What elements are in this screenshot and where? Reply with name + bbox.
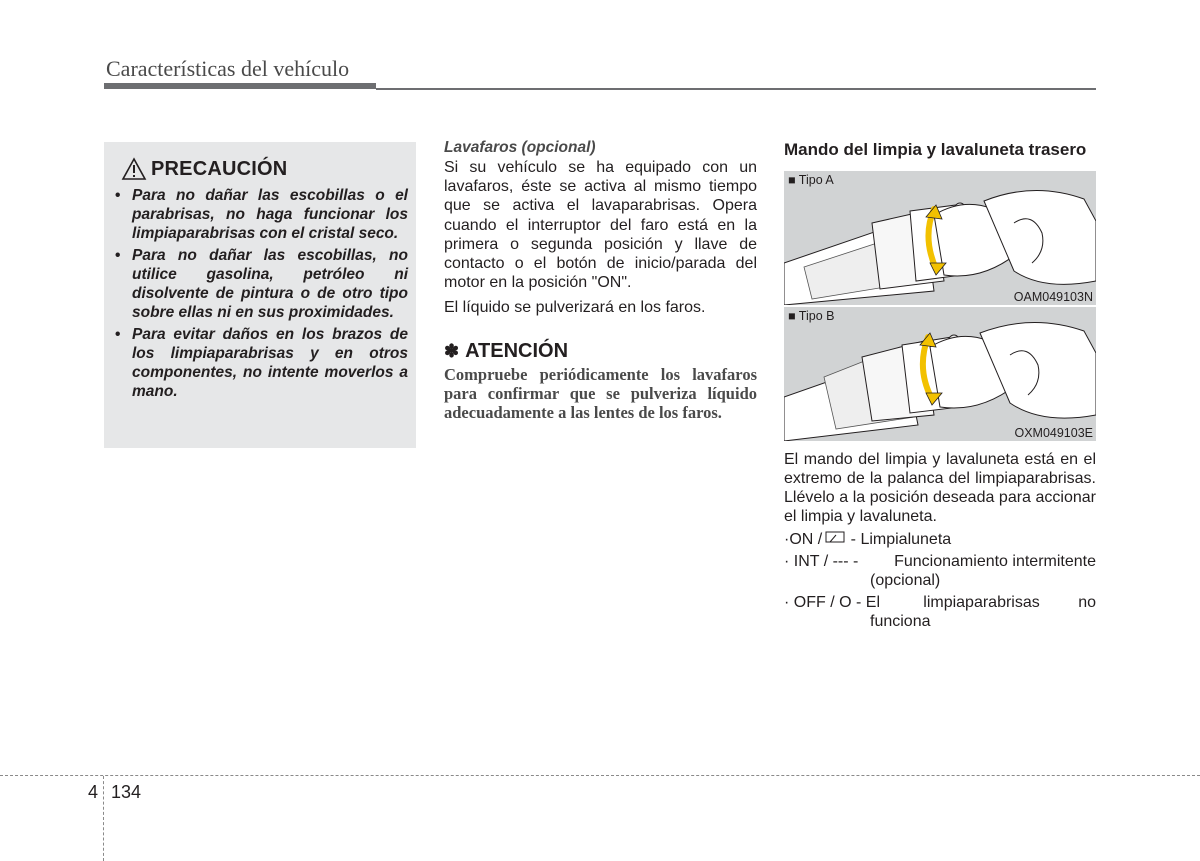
mode-list [784, 530, 1096, 632]
mode-prefix: ·ON / [784, 531, 823, 549]
wiper-lever-illustration [784, 171, 1096, 305]
asterisk-icon: ✽ [444, 340, 460, 361]
rear-wiper-section [784, 140, 1096, 634]
rear-wiper-icon [824, 530, 846, 546]
mode-prefix: · INT / --- - [784, 552, 859, 570]
atencion-text: Compruebe periódicamente los lavafaros para confirmar que se pulveriza líquido adecuadamente a las lentes de los faros. [444, 364, 757, 422]
warning-triangle-icon [121, 157, 147, 181]
caution-item: • Para no dañar las escobillas, no utilice gasolina, petróleo ni disolvente de pintura o de otro tipo sobre ellas ni en sus proximidades. [115, 246, 408, 322]
mode-item-int [784, 552, 1096, 591]
lavafaros-paragraph: Si su vehículo se ha equipado con un lavafaros, éste se activa al mismo tiempo que se activa el lavaparabrisas. Opera cuando el interruptor del faro está en la primera o segunda posición y llave de contacto o el botón de inicio/parada del motor en la posición "ON". [444, 159, 757, 292]
rear-wiper-description: El mando del limpia y lavaluneta está en el extremo de la palanca del limpiaparabrisas. Llévelo a la posición deseada para accionar el limpia y lavaluneta. [784, 450, 1096, 526]
figure-label: ■ Tipo B [788, 308, 835, 323]
mode-desc: - Limpialuneta [846, 531, 952, 549]
figure-label: ■ Tipo A [788, 172, 834, 187]
lavafaros-section [444, 138, 757, 422]
mode-prefix: · OFF / O - El [784, 593, 880, 611]
atencion-header [444, 340, 757, 363]
page-number: 134 [111, 782, 142, 802]
mode-desc: Funcionamiento intermitente [894, 552, 1096, 570]
mode-item-off [784, 593, 1096, 632]
rear-wiper-heading: Mando del limpia y lavaluneta trasero [784, 140, 1087, 159]
figure-code: OAM049103N [1013, 289, 1093, 304]
mode-desc-cont: funciona [870, 613, 931, 631]
atencion-title: ATENCIÓN [465, 339, 569, 362]
mode-desc: limpiaparabrisas no [923, 593, 1096, 611]
mode-desc-cont: (opcional) [870, 572, 941, 590]
lavafaros-heading: Lavafaros (opcional) [444, 139, 596, 156]
caution-title: PRECAUCIÓN [151, 157, 288, 180]
footer-divider-vertical [103, 776, 104, 861]
mode-item-on [784, 530, 1096, 550]
caution-header [121, 154, 408, 184]
page-header-title: Características del vehículo [106, 56, 350, 81]
figure-tipo-b [784, 307, 1096, 441]
header-rule [104, 83, 376, 89]
figure-code: OXM049103E [1014, 425, 1093, 440]
footer-divider [0, 775, 1200, 776]
header-rule-thin [376, 88, 1096, 90]
chapter-number: 4 [88, 782, 99, 802]
wiper-lever-illustration [784, 307, 1096, 441]
caution-list [115, 186, 408, 401]
caution-item: • Para no dañar las escobillas o el parabrisas, no haga funcionar los limpiaparabrisas con el cristal seco. [115, 186, 408, 243]
caution-box [104, 142, 416, 448]
caution-item: • Para evitar daños en los brazos de los limpiaparabrisas y en otros componentes, no intente moverlos a mano. [115, 325, 408, 401]
figure-tipo-a [784, 171, 1096, 305]
lavafaros-paragraph: El líquido se pulverizará en los faros. [444, 299, 706, 317]
